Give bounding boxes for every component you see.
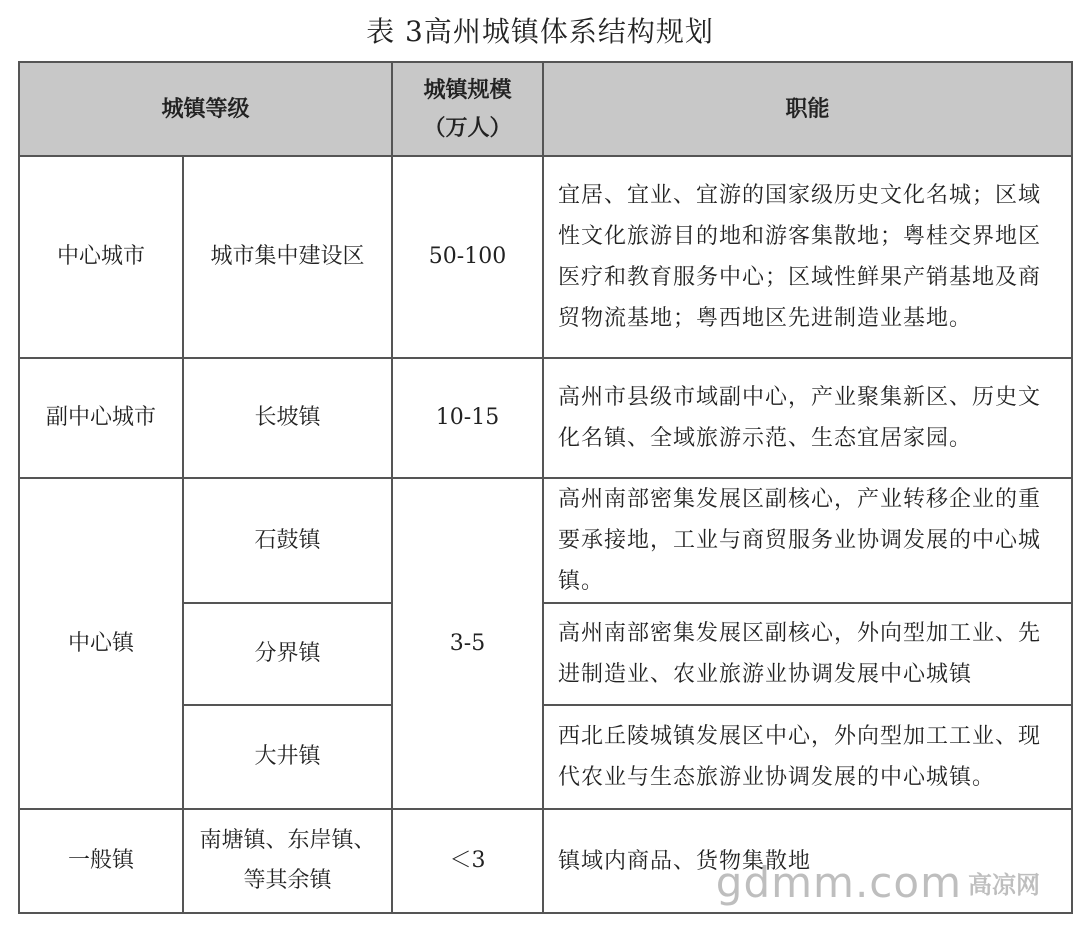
level-cell: 一般镇 (19, 809, 183, 913)
header-level: 城镇等级 (19, 62, 392, 156)
town-name-cell: 南塘镇、东岸镇、 等其余镇 (183, 809, 392, 913)
table-header-row (19, 62, 1072, 156)
watermark (716, 858, 1040, 907)
table-row (19, 478, 1072, 603)
table-caption: 表 3高州城镇体系结构规划 (366, 15, 714, 48)
function-cell: 宜居、宜业、宜游的国家级历史文化名城；区域性文化旅游目的地和游客集散地；粤桂交界地区医疗和教育服务中心；区域性鲜果产销基地及商贸物流基地；粤西地区先进制造业基地。 (543, 156, 1072, 358)
watermark-site-text: gdmm.com (715, 858, 962, 907)
town-name-cell: 石鼓镇 (183, 478, 392, 603)
function-cell: 高州市县级市域副中心，产业聚集新区、历史文化名镇、全域旅游示范、生态宜居家园。 (543, 358, 1072, 478)
function-cell: 西北丘陵城镇发展区中心，外向型加工工业、现代农业与生态旅游业协调发展的中心城镇。 (543, 705, 1072, 809)
scale-cell: 10-15 (392, 358, 543, 478)
level-cell: 副中心城市 (19, 358, 183, 478)
town-name-cell: 分界镇 (183, 603, 392, 705)
level-cell: 中心镇 (19, 478, 183, 809)
watermark-logo: 高凉网 (968, 871, 1040, 899)
town-name-cell: 城市集中建设区 (183, 156, 392, 358)
table-row (19, 156, 1072, 358)
level-cell: 中心城市 (19, 156, 183, 358)
table-row (19, 358, 1072, 478)
scale-cell: ＜3 (392, 809, 543, 913)
header-function: 职能 (543, 62, 1072, 156)
header-scale: 城镇规模 （万人） (392, 62, 543, 156)
function-cell: 镇域内商品、货物集散地 (543, 809, 1072, 913)
scale-cell: 50-100 (392, 156, 543, 358)
scale-cell: 3-5 (392, 478, 543, 809)
town-name-cell: 大井镇 (183, 705, 392, 809)
town-system-table (18, 61, 1073, 914)
function-cell: 高州南部密集发展区副核心，产业转移企业的重要承接地，工业与商贸服务业协调发展的中心城镇。 (543, 478, 1072, 603)
function-cell: 高州南部密集发展区副核心，外向型加工业、先进制造业、农业旅游业协调发展中心城镇 (543, 603, 1072, 705)
town-name-cell: 长坡镇 (183, 358, 392, 478)
